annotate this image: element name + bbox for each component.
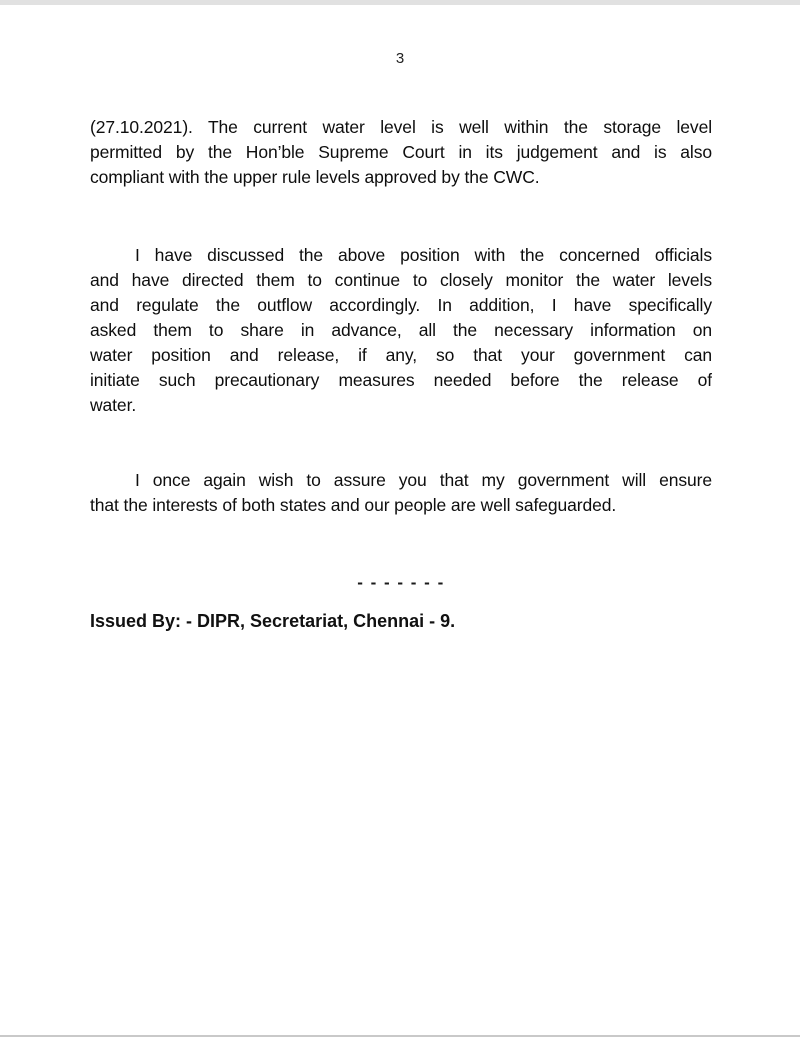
page-number: 3 <box>395 50 405 67</box>
document-body <box>90 115 712 634</box>
text-line: initiate such precautionary measures needed before the release of <box>90 370 712 390</box>
text-line: asked them to share in advance, all the necessary information on <box>90 320 712 340</box>
paragraph-discussed-position <box>90 243 712 418</box>
text-line: water. <box>90 395 137 415</box>
text-line: permitted by the Hon’ble Supreme Court in its judgement and is also <box>90 142 712 162</box>
issued-by-line: Issued By: - DIPR, Secretariat, Chennai - 9. <box>90 611 456 631</box>
text-line: water position and release, if any, so that your government can <box>90 345 712 365</box>
text-line: and have directed them to continue to closely monitor the water levels <box>90 270 712 290</box>
text-line: (27.10.2021). The current water level is well within the storage level <box>90 117 712 137</box>
dashed-separator: - - - - - - - <box>357 573 445 592</box>
text-line: that the interests of both states and our people are well safeguarded. <box>90 495 617 515</box>
page-top-divider <box>0 0 800 5</box>
paragraph-assurance <box>90 468 712 518</box>
text-line: I have discussed the above position with the concerned officials <box>135 245 712 265</box>
text-line: and regulate the outflow accordingly. In addition, I have specifically <box>90 295 712 315</box>
text-line: compliant with the upper rule levels approved by the CWC. <box>90 167 540 187</box>
text-line: I once again wish to assure you that my government will ensure <box>135 470 712 490</box>
page-bottom-divider <box>0 1035 800 1037</box>
paragraph-water-level <box>90 115 712 190</box>
